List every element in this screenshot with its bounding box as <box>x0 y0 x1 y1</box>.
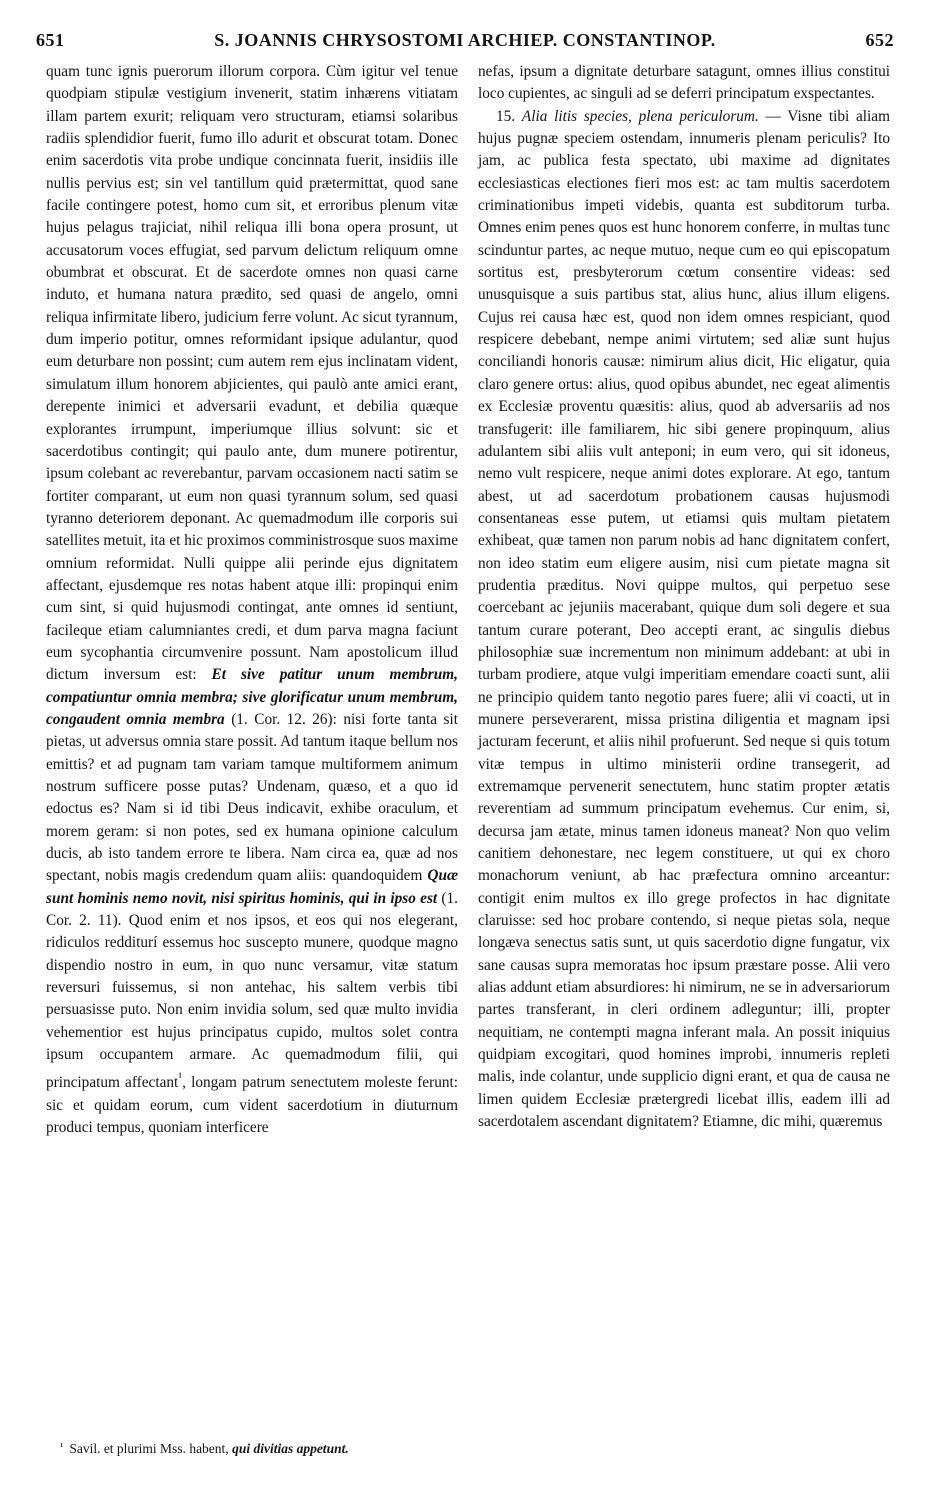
left-paragraph <box>46 61 458 1140</box>
scripture-quote: Et sive patitur unum membrum, compatiuntur omnia membra; sive glorificatur unum membrum, congaudent omnia membra <box>46 666 458 728</box>
text-run: — Visne tibi aliam hujus pugnæ speciem ostendam, innumeris plenam periculis? Ito jam, ac publica festa spectato, ubi maxime ad dignitates ecclesiasticas electiones fieri mos est: ac tam multis sacerdotem criminationibus impeti videbis, quanta est subditorum turba. Omnes enim penes quos est hunc honorem conferre, in multas tunc scinduntur partes, ac neque mutuo, neque cum eo qui episcopatum sortitus est, presbyterorum cœtum consentire videas: sed unusquisque a suis partibus stat, alius hunc, alius illum eligens. Cujus rei causa hæc est, quod non idem omnes respiciant, quod respicere debebant, nempe animi virtutem; sed aliæ sunt hujus conciliandi honoris causæ: nimirum alius dicit, Hic eligatur, quia claro genere ortus: alius, quod opibus abundet, nec egeat alimentis ex Ecclesiæ proventu quæsitis: alius, quod ab adversariis ad nos transfugerit: ille familiarem, hic sibi genere propinquum, alius adulantem sibi aliis vult anteponi; in eum vero, qui sit idoneus, nemo vult respicere, neque animi dotes explorare. At ego, tantum abest, ut ad sacerdotum probationem causas hujusmodi consentaneas esse putem, ut etiamsi quis multam pietatem exhibeat, quæ tamen non parum nobis ad hanc dignitatem confert, non ideo statim eum eligere ausim, nisi cum pietate magna sit prudentia præditus. Novi quippe multos, qui perpetuo sese coercebant ac jejuniis macerabant, quique dum soli degere et sua tantum curare poterant, Deo accepti erant, ac singulis diebus philosophiæ suæ incrementum non minimum addebant: at ubi in turbam prodiere, atque vulgi imperitiam emendare coacti sunt, alii ne principio quidem tanto negotio pares fuere; alii vi coacti, ut in munere perseverarent, missa pristina diligentia et magnam ipsi jacturam fecerunt, et aliis nihil profuerunt. Sed neque si quis totum vitæ tempus in ultimo ministerii ordine transegerit, ad extremamque pervenerit senectutem, hunc statim propter ætatis reverentiam ad summum principatum evehemus. Cur enim, si, decursa jam ætate, minus tamen idoneus maneat? Non quo velim canitiem dehonestare, nec legem constituere, ut qui ex choro monachorum veniunt, ab hac præfectura omnino arceantur: contigit enim multos ex illo grege profectos in hac dignitate claruisse: sed hoc probare contendo, si neque pietas sola, neque longæva senectus satis sunt, ut quis sacerdotio digne fungatur, vix sane causas supra memoratas hoc ipsum præstare posse. Alii vero alias addunt etiam absurdiores: hi nimirum, ne se in adversariorum partes transferant, in cleri ordinem adleguntur; illi, propter nequitiam, ne contempti magna inferant mala. An possit iniquius quidpiam excogitari, quod homines improbi, innumeris repleti malis, inde colantur, unde supplicio digni erant, et qua de causa ne limen quidem Ecclesiæ prætergredi licebat illis, eadem illi ad sacerdotalem ascendant dignitatem? Etiamne, dic mihi, quæremus <box>478 107 890 1131</box>
scripture-quote: Quæ sunt hominis nemo novit, nisi spiritus hominis, qui in ipso est <box>46 867 458 907</box>
page-number-right: 652 <box>865 30 894 50</box>
section-paragraph <box>478 106 890 1134</box>
right-column <box>478 61 890 1134</box>
section-heading: Alia litis species, plena periculorum. <box>521 107 759 125</box>
text-run: : nisi forte tanta sit pietas, ut adversus omnia stare possit. Ad tantum itaque bellum nos emittis? et ad pugnam tam variam tamque multiformem animum nostrum sufficere posse putas? Undenam, quæso, et a quo id edoctus es? Nam si id tibi Deus indicavit, exhibe oraculum, et morem geram: si non potes, sed ex humana opinione calculum ducis, ab isto tandem errore te libera. Nam circa ea, quæ ad nos spectant, nobis magis credendum quam aliis: quandoquidem <box>46 710 458 885</box>
footnote <box>60 1438 460 1458</box>
text-run: , longam patrum senectutem moleste ferunt: sic et quidam eorum, cum vident sacerdotium in diuturnum produci tempus, quoniam interficere <box>46 1074 458 1137</box>
scripture-reference: (1. Cor. 2. 11) <box>46 889 458 930</box>
running-title: S. JOANNIS CHRYSOSTOMI ARCHIEP. CONSTANTINOP. <box>214 30 716 50</box>
right-paragraph: nefas, ipsum a dignitate deturbare satagunt, omnes illius constitui loco cupientes, ac singuli ad se deferri principatum exspectantes. <box>478 63 890 103</box>
left-column <box>46 61 458 1140</box>
footnote-variant-reading: qui divitias appetunt. <box>232 1441 349 1456</box>
section-number: 15. <box>496 107 516 125</box>
scripture-reference: (1. Cor. 12. 26) <box>231 710 333 728</box>
running-header <box>36 30 894 56</box>
text-run: . Quod enim et nos ipsos, et eos qui nos elegerant, ridiculos redditurí essemus hoc suscepto munere, quodque magno dispendio nostro in eum, in quo nunc versamur, vitæ statum reversuri fuissemus, si non antehac, his saltem verbis tibi persuasisse puto. Non enim invidia solum, sed quæ multo invidia vehementior est hujus principatus cupido, multos solet contra ipsum occupantem armare. Ac quemadmodum filii, qui principatum affectant <box>46 912 458 1092</box>
footnote-mark: ¹ <box>60 1441 64 1453</box>
footnote-text: Savil. et plurimi Mss. habent, <box>69 1441 233 1456</box>
page-number-left: 651 <box>36 30 65 50</box>
footnote-marker: ¹ <box>178 1070 183 1085</box>
text-run: quam tunc ignis puerorum illorum corpora. Cùm igitur vel tenue quodpiam stipulæ vestigium invenerit, statim inhærens vitiatam illam partem exurit; reliquam vero structuram, etiamsi solaribus radiis splendidior fuerit, fumo illo adurit et obscurat totam. Donec enim sacerdotis vita probe undique concinnata fuerit, insidiis ille nullis pervius est; sin vel tantillum quid prætermittat, quod sane facile contingere potest, homo cum sit, et erroribus plenum vitæ hujus pelagus trajiciat, nihil reliqua illi bona opera prosunt, ut accusatorum voces effugiat, sed parvum delictum reliquum omne obumbrat et obscurat. Et de sacerdote omnes non quasi carne induto, et humana natura prædito, sed quasi de angelo, omni reliqua infirmitate libero, judicium ferre volunt. Ac sicut tyrannum, dum imperio potitur, omnes reformidant ipsique adulantur, quod eum deturbare non possint; cum autem rem ejus inclinatam vident, simulatum illum honorem abjicientes, qui paulò ante amici erant, derepente inimici et adversarii evadunt, et debilia quæque explorantes irrumpunt, imperiumque illius solvunt: sic et sacerdotibus contingit; qui paulo ante, dum munere potirentur, ipsum colebant ac reverebantur, parvam occasionem nacti satim se fortiter comparant, ut eum non quasi tyrannum solum, sed quasi tyranno deteriorem deponant. Ac quemadmodum ille corporis sui satellites metuit, ita et hic proximos comministrosque suos maxime omnium reformidat. Nulli quippe alii perinde ejus dignitatem affectant, ejusdemque res notas habent atque illi: propinqui enim cum sint, si quid hujusmodi contingat, ante omnes id sentiunt, facileque etiam calumniantes credi, et dum parva magna faciunt eum sycophantia circumvenire possunt. Nam apostolicum illud dictum inversum est: <box>46 63 458 684</box>
